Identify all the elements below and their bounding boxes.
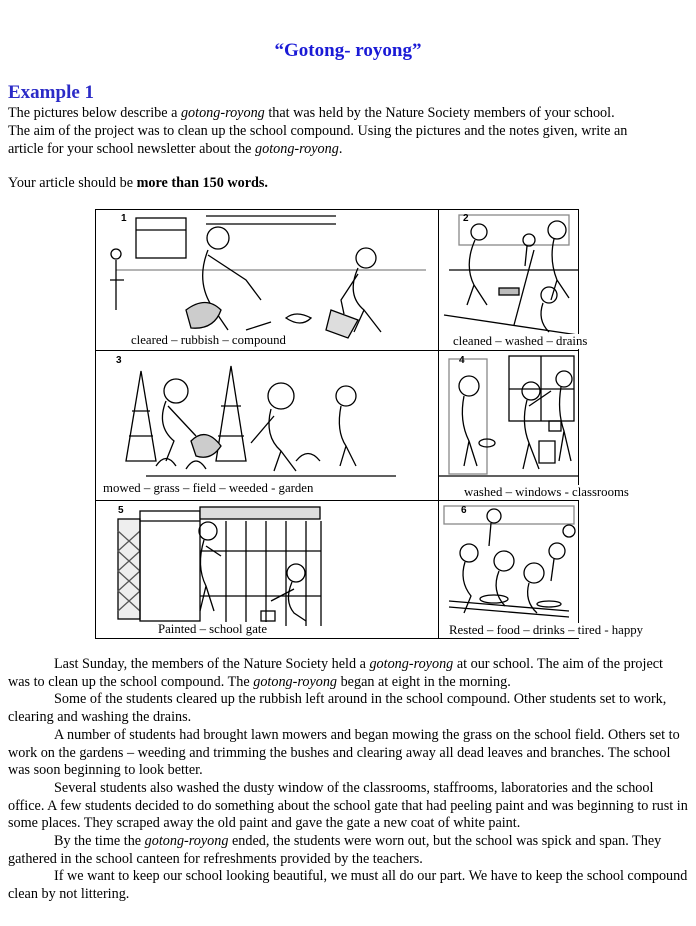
- students-resting-canteen-icon: [439, 501, 578, 638]
- example-heading: Example 1: [8, 82, 95, 103]
- picture-caption: cleaned – washed – drains: [453, 334, 588, 348]
- word-count-instruction: [8, 175, 268, 192]
- students-collecting-rubbish-icon: [96, 210, 438, 350]
- article-paragraph-1: [8, 656, 688, 691]
- intro-text: The aim of the project was to clean up the school compound. Using the pictures and the notes given, write an: [8, 123, 628, 139]
- model-article: [8, 656, 688, 904]
- intro-text: that was held by the Nature Society members of your school.: [264, 105, 615, 121]
- intro-text: .: [338, 141, 343, 157]
- students-painting-gate-icon: [96, 501, 438, 638]
- intro-term: gotong-royong: [255, 141, 339, 157]
- article-term: gotong-royong: [144, 833, 229, 850]
- picture-number: 6: [461, 505, 467, 516]
- article-paragraph-3: A number of students had brought lawn mowers and began mowing the grass on the school field. Others set to work on the gardens – weeding and trimming the bushes and clearing away all dead leaves and branches. The school was soon beginning to look better.: [8, 726, 680, 779]
- task-text: Your article should be: [8, 175, 137, 191]
- picture-cell-3: [96, 351, 438, 500]
- picture-cell-6: [439, 501, 644, 638]
- article-paragraph-2: Some of the students cleared up the rubbish left around in the school compound. Other students set to work, clearing and washing the drains.: [8, 691, 667, 726]
- intro-term: gotong-royong: [180, 105, 265, 121]
- picture-number: 3: [116, 355, 122, 366]
- article-paragraph-6: If we want to keep our school looking beautiful, we must all do our part. We have to keep the school compound clean by not littering.: [8, 868, 688, 903]
- article-paragraph-5: [8, 833, 688, 868]
- picture-caption: mowed – grass – field – weeded - garden: [103, 481, 314, 495]
- article-term: gotong-royong: [253, 673, 338, 690]
- picture-grid: [95, 209, 644, 639]
- picture-cell-4: [439, 351, 629, 500]
- students-weeding-garden-icon: [96, 351, 438, 500]
- intro-text: article for your school newsletter about the: [8, 141, 256, 157]
- intro-text: The pictures below describe a: [8, 105, 181, 121]
- article-term: gotong-royong: [369, 656, 454, 672]
- picture-cell-5: [96, 501, 438, 638]
- picture-number: 1: [121, 213, 127, 224]
- intro-paragraph: [8, 104, 688, 158]
- picture-number: 2: [463, 213, 469, 224]
- students-washing-windows-icon: [439, 351, 578, 500]
- picture-number: 4: [459, 355, 465, 366]
- article-text: began at eight in the morning.: [337, 673, 511, 690]
- picture-cell-2: [439, 210, 588, 350]
- picture-cell-1: [96, 210, 438, 350]
- article-text: ended, the students were worn out, but the school was spick and span. They gathered in the school canteen for refreshments provided by the teachers.: [8, 833, 662, 867]
- article-text: Last Sunday, the members of the Nature Society held a: [54, 656, 370, 672]
- article-text: By the time the: [54, 833, 145, 850]
- picture-caption: Painted – school gate: [158, 622, 268, 636]
- document-title: “Gotong- royong”: [274, 40, 422, 61]
- picture-number: 5: [118, 505, 124, 516]
- picture-caption: Rested – food – drinks – tired - happy: [449, 623, 644, 637]
- article-paragraph-4: Several students also washed the dusty window of the classrooms, staffrooms, laboratories and the school office. A few students decided to do something about the school gate that had peeling paint and was beginning to rust in some places. They scraped away the old paint and gave the gate a new coat of white paint.: [8, 779, 688, 832]
- students-cleaning-drains-icon: [439, 210, 578, 350]
- picture-caption: washed – windows - classrooms: [464, 485, 629, 499]
- picture-caption: cleared – rubbish – compound: [131, 333, 286, 347]
- task-word-limit: more than 150 words.: [136, 175, 268, 191]
- article-text: at our school. The aim of the project was to clean up the school compound. The: [8, 656, 663, 690]
